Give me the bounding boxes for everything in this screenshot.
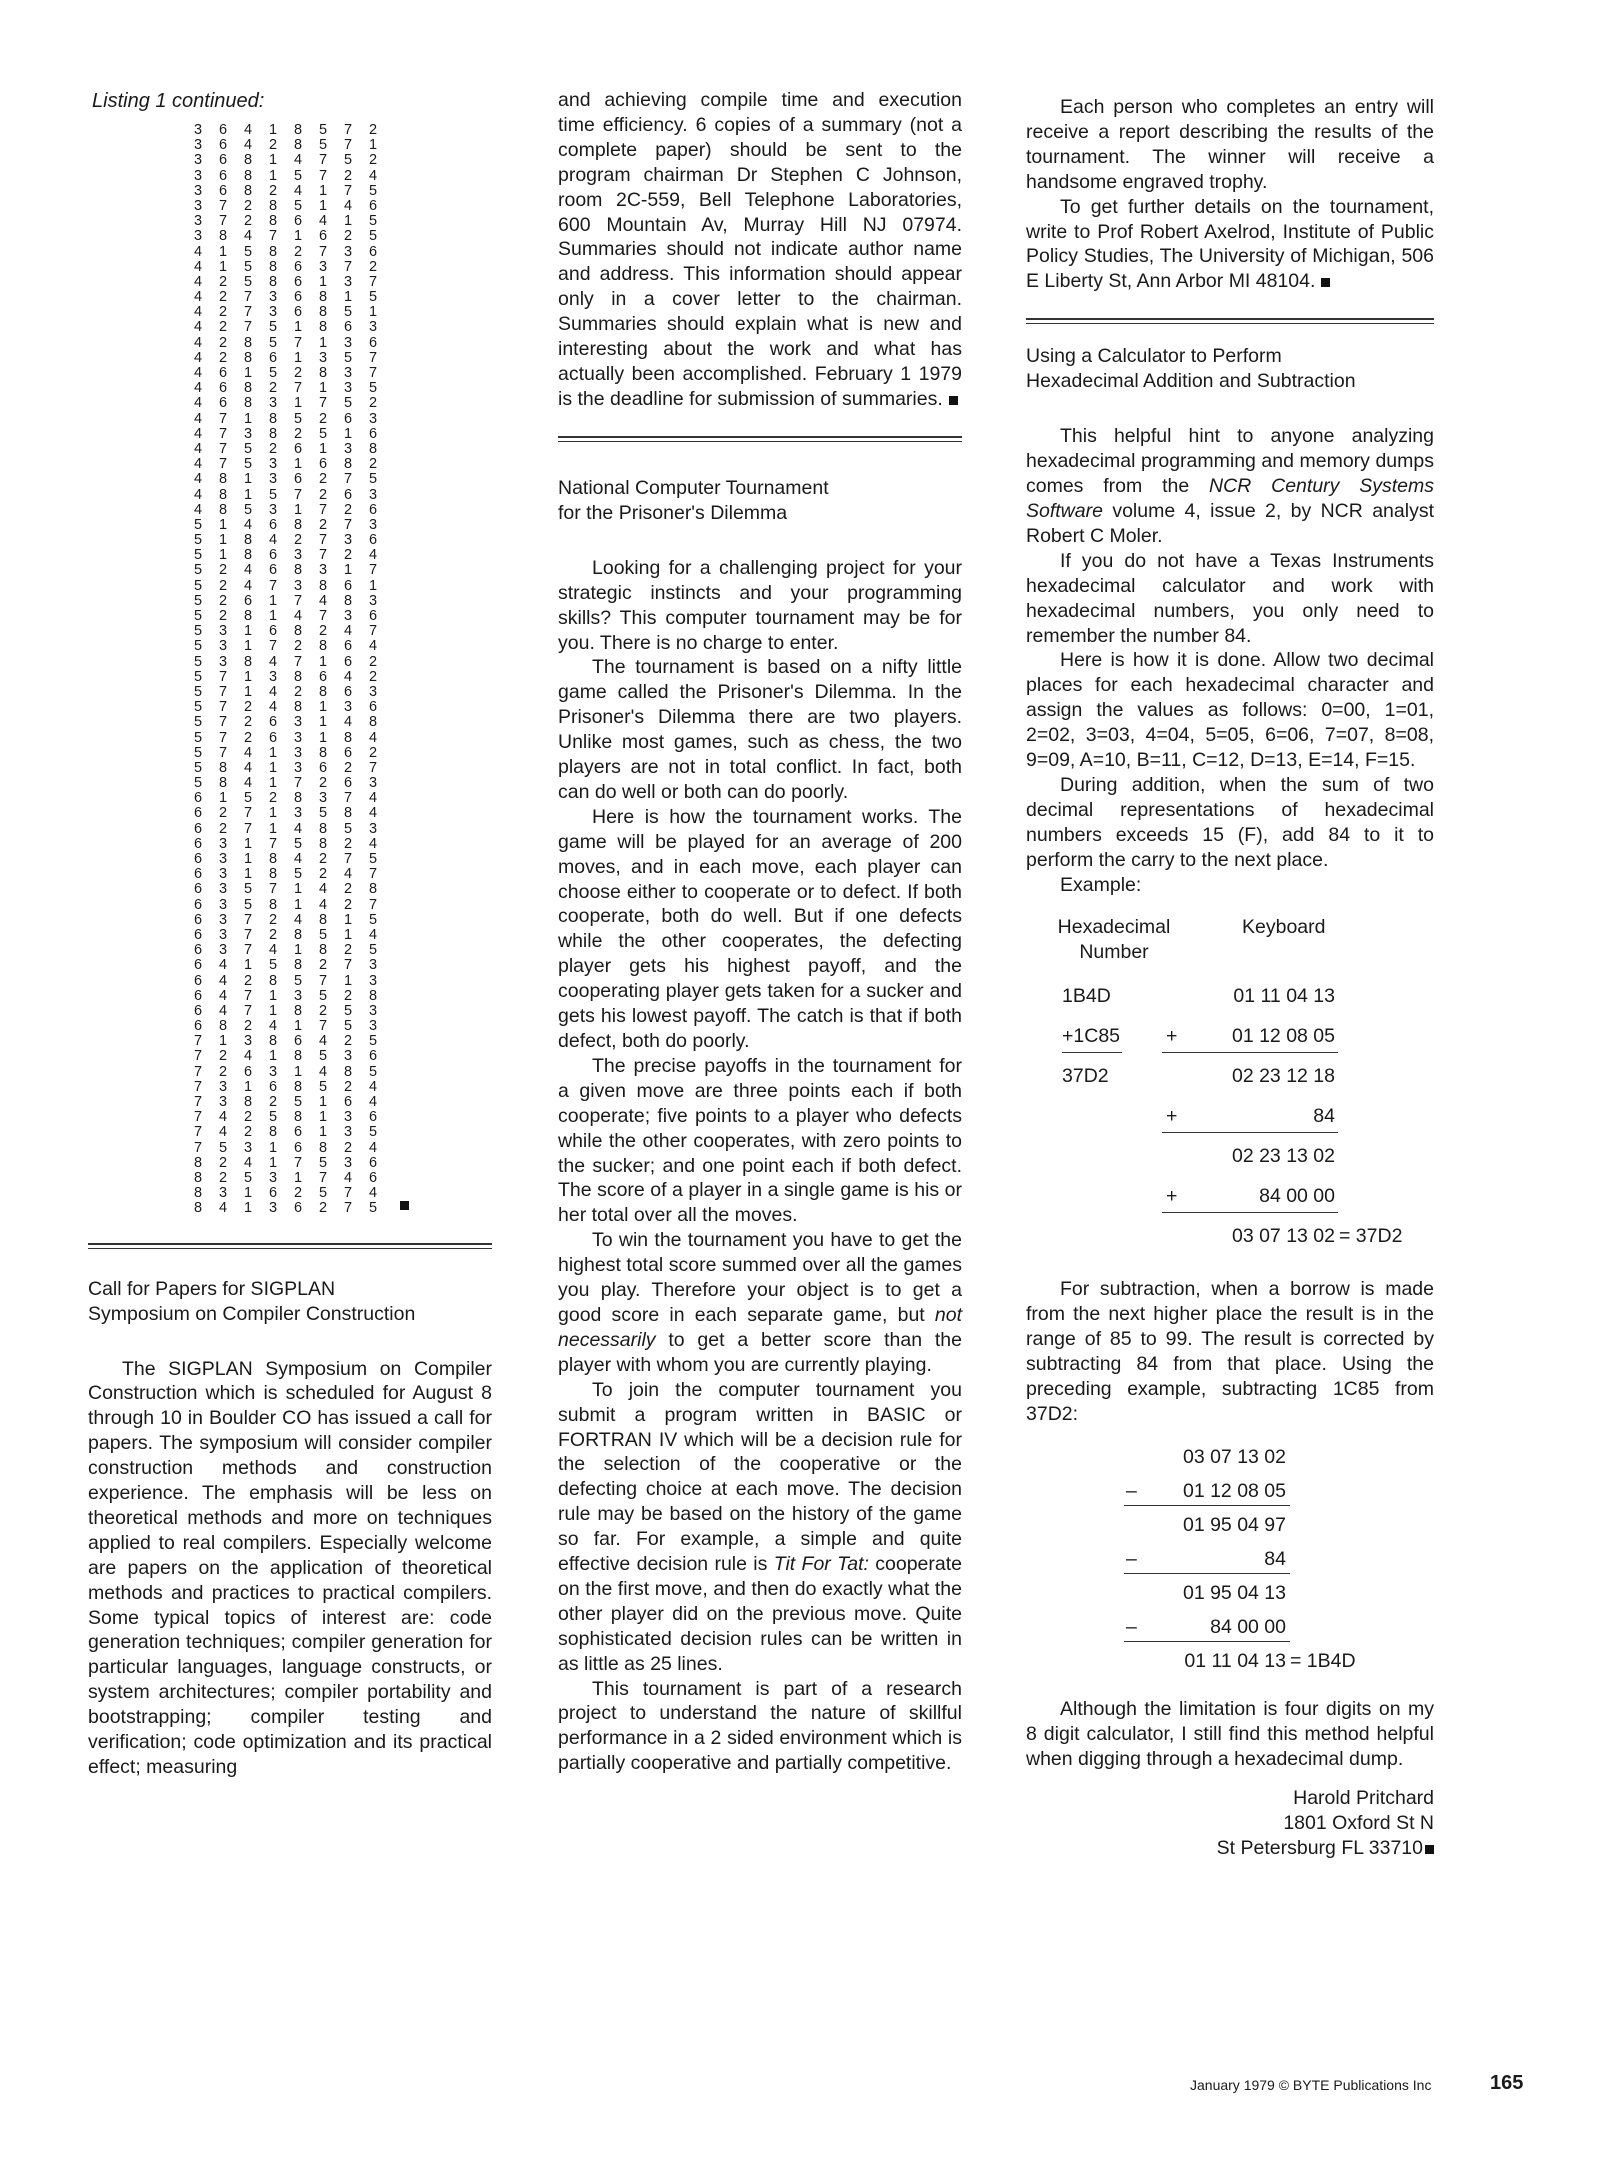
listing-row: 7 3 8 2 5 1 6 4 <box>194 1094 378 1110</box>
subtraction-row: 01 95 04 13 <box>1182 1581 1286 1604</box>
calculator-paragraph: During addition, when the sum of two decimal representations of hexadecimal numbers exceeds 15 (F), add 84 to it to perform the carry to the next place. <box>1026 773 1434 871</box>
calculator-paragraph: For subtraction, when a borrow is made from the next higher place the result is in the range of 85 to 99. The result is corrected by subtracting 84 from that place. Using the preceding example, subtracting 1C85 from 37D2: <box>1026 1278 1434 1425</box>
listing-row: 5 7 1 4 2 8 6 3 <box>194 683 378 700</box>
listing-row: 4 8 5 3 1 7 2 6 <box>194 501 378 518</box>
listing-row: 5 8 4 1 3 6 2 7 <box>194 759 378 776</box>
calculator-paragraph: Here is how it is done. Allow two decimal places for each hexadecimal character and assign the values as follows: 0=00, 1=01, 2=02, 3=03, 4=04, 5=05, 6=06, 7=07, 8=08, 9=09, A=10, B=11, C=12, D=13, E=14, F=15. <box>1026 649 1434 772</box>
listing-row: 8 2 4 1 7 5 3 6 <box>194 1154 378 1171</box>
listing-row: 5 3 1 7 2 8 6 4 <box>194 638 378 655</box>
calculator-paragraph: Although the limitation is four digits on my 8 digit calculator, I still find this method helpful when digging through a hexadecimal dump. <box>1026 1697 1434 1770</box>
listing-row: 5 3 8 4 7 1 6 2 <box>194 653 378 670</box>
calculator-paragraph: This helpful hint to anyone analyzing hexadecimal programming and memory dumps comes from the NCR Century Systems Software volume 4, issue 2, by NCR analyst Robert C Moler. <box>1026 425 1434 547</box>
listing-row: 3 6 8 2 4 1 7 5 <box>194 182 378 199</box>
column-3 <box>1026 88 1434 1861</box>
listing-row: 3 6 4 2 8 5 7 1 <box>194 137 378 154</box>
listing-row: 4 7 5 3 1 6 8 2 <box>194 456 378 473</box>
listing-row: 4 7 3 8 2 5 1 6 <box>194 425 378 442</box>
listing-row: 7 4 2 8 6 1 3 5 <box>194 1124 378 1141</box>
listing-row: 5 8 4 1 7 2 6 3 <box>194 775 378 792</box>
addition-row: 1B4D 01 11 04 13 <box>1062 985 1335 1008</box>
end-mark-icon <box>1321 278 1330 287</box>
tournament-paragraph: The tournament is based on a nifty little game called the Prisoner's Dilemma. In the Prisoner's Dilemma there are two players. Unlike most games, such as chess, the two players are not in total conflict. In fact, both can do well or both can do poorly. <box>558 656 962 803</box>
listing-row: 6 3 1 8 4 2 7 5 <box>194 851 378 867</box>
listing-row: 7 2 6 3 1 4 8 5 <box>194 1063 378 1080</box>
footer-credit: January 1979 © BYTE Publications Inc <box>1190 2077 1432 2093</box>
tournament-paragraph: To get further details on the tournament, write to Prof Robert Axelrod, Institute of Public Policy Studies, The University of Michigan, 506 E Liberty St, Ann Arbor MI 48104. <box>1026 195 1434 293</box>
column-2 <box>558 88 962 1776</box>
listing-row: 7 5 3 1 6 8 2 4 <box>194 1139 378 1156</box>
listing-row: 3 7 2 8 6 4 1 5 <box>194 213 378 230</box>
listing-row: 5 1 8 4 2 7 3 6 <box>194 532 378 549</box>
listing-row: 5 1 4 6 8 2 7 3 <box>194 516 378 533</box>
listing-row: 6 4 1 5 8 2 7 3 <box>194 957 378 974</box>
listing-row: 4 6 8 3 1 7 5 2 <box>194 395 378 412</box>
section-divider <box>88 1243 492 1249</box>
listing-row: 6 3 1 8 5 2 4 7 <box>194 866 378 883</box>
calculator-paragraph: If you do not have a Texas Instruments hexadecimal calculator and work with hexadecimal numbers, you only need to remember the number 84. <box>1026 549 1434 647</box>
addition-row: +1C85 + 01 12 08 05 <box>1026 1017 1434 1057</box>
example-table-header <box>1026 915 1434 965</box>
listing-row: 6 3 5 8 1 4 2 7 <box>194 896 378 913</box>
addition-row: 03 07 13 02 = 37D2 <box>1231 1225 1403 1248</box>
listing-row: 7 1 3 8 6 4 2 5 <box>194 1033 378 1050</box>
tournament-paragraph: Here is how the tournament works. The game will be played for an average of 200 moves, and in each move, each player can choose either to cooperate or to defect. If both cooperate, both do well. But if one defects while the other cooperates, the defecting player gets his highest payoff, and the cooperating player gets taken for a sucker and gets his lowest payoff. The catch is that if both defect, both do poorly. <box>558 805 962 1052</box>
section-divider <box>1026 318 1434 324</box>
listing-row: 7 2 4 1 8 5 3 6 <box>194 1048 378 1065</box>
listing-row: 6 2 7 1 4 8 5 3 <box>194 820 378 837</box>
page-number: 165 <box>1490 2072 1524 2094</box>
end-mark-icon <box>400 1201 409 1210</box>
listing-row: 5 7 2 6 3 1 8 4 <box>194 729 378 746</box>
listing-row: 4 6 1 5 2 8 3 7 <box>194 365 378 381</box>
calculator-heading: Using a Calculator to Perform Hexadecimal Addition and Subtraction <box>1026 345 1356 393</box>
listing-row: 4 6 8 2 7 1 3 5 <box>194 380 378 397</box>
listing-row: 3 8 4 7 1 6 2 5 <box>194 228 378 245</box>
listing-row: 3 6 8 1 5 7 2 4 <box>194 167 378 184</box>
subtraction-row: 01 95 04 97 <box>1182 1513 1286 1536</box>
listing-row: 4 2 7 5 1 8 6 3 <box>194 319 378 336</box>
listing-row: 6 3 5 7 1 4 2 8 <box>194 881 378 898</box>
listing-row: 6 8 2 4 1 7 5 3 <box>194 1018 378 1035</box>
listing-row: 4 7 1 8 5 2 6 3 <box>194 410 378 427</box>
section-divider <box>558 436 962 442</box>
addition-row: 02 23 13 02 <box>1231 1145 1335 1168</box>
signature-block: Harold Pritchard 1801 Oxford St N St Petersburg FL 33710 <box>1216 1786 1434 1859</box>
addition-row: 37D2 02 23 12 18 <box>1062 1065 1335 1088</box>
subtraction-row: – 84 <box>1026 1543 1434 1577</box>
listing-row: 4 8 1 3 6 2 7 5 <box>194 471 378 488</box>
tournament-paragraph: The precise payoffs in the tournament for a given move are three points each if both cooperate; five points to a player who defects while the other cooperates, with zero points to the sucker; and one point each if both defect. The score of a player in a single game is his or her total over all the moves. <box>558 1054 962 1227</box>
listing-number-grid <box>194 123 492 1217</box>
listing-row: 5 2 8 1 4 7 3 6 <box>194 608 378 624</box>
listing-row: 5 2 6 1 7 4 8 3 <box>194 592 378 609</box>
listing-row: 4 2 7 3 6 8 1 5 <box>194 289 378 306</box>
listing-row: 3 6 4 1 8 5 7 2 <box>194 122 378 138</box>
tournament-paragraph: This tournament is part of a research project to understand the nature of skillful performance in a 2 sided environment which is partially cooperative and partially competitive. <box>558 1677 962 1775</box>
listing-row: 6 2 7 1 3 5 8 4 <box>194 805 378 822</box>
tournament-paragraph: To win the tournament you have to get the highest total score summed over all the games you play. Therefore your object is to get a good score in each separate game, but not necessarily to get a better score than the player with whom you are currently playing. <box>558 1229 962 1376</box>
tournament-paragraph: Looking for a challenging project for your strategic instincts and your programming skills? This computer tournament may be for you. There is no charge to enter. <box>558 556 962 654</box>
listing-row: 4 1 5 8 2 7 3 6 <box>194 243 378 260</box>
sigplan-paragraph-continued: and achieving compile time and execution time efficiency. 6 copies of a summary (not a complete paper) should be sent to the program chairman Dr Stephen C Johnson, room 2C-559, Bell Telephone Laboratories, 600 Mountain Av, Murray Hill NJ 07974. Summaries should not indicate author name and address. This information should appear only in a cover letter to the chairman. Summaries should explain what is new and interesting about the work and what has actually been accomplished. February 1 1979 is the deadline for submission of summaries. <box>558 89 962 410</box>
addition-example <box>1026 977 1434 1257</box>
listing-row: 8 4 1 3 6 2 7 5 <box>194 1201 492 1216</box>
listing-row: 6 3 7 4 1 8 2 5 <box>194 942 378 959</box>
listing-row: 5 2 4 7 3 8 6 1 <box>194 577 378 594</box>
listing-row: 5 1 8 6 3 7 2 4 <box>194 547 378 564</box>
listing-row: 4 2 8 5 7 1 3 6 <box>194 334 378 351</box>
tournament-heading: National Computer Tournament for the Prisoner's Dilemma <box>558 476 829 524</box>
listing-row: 6 3 7 2 4 8 1 5 <box>194 911 378 928</box>
subtraction-row: 03 07 13 02 <box>1182 1445 1286 1468</box>
listing-row: 8 2 5 3 1 7 4 6 <box>194 1169 378 1186</box>
column-1 <box>88 88 492 1780</box>
end-mark-icon <box>949 396 958 405</box>
listing-row: 4 1 5 8 6 3 7 2 <box>194 258 378 275</box>
sigplan-heading: Call for Papers for SIGPLAN Symposium on Compiler Construction <box>88 1277 416 1325</box>
listing-row: 8 3 1 6 2 5 7 4 <box>194 1185 378 1202</box>
hex-column-header: Hexadecimal Number <box>1057 916 1171 964</box>
addition-row: + 84 <box>1026 1097 1434 1137</box>
listing-row: 6 3 7 2 8 5 1 4 <box>194 926 378 943</box>
listing-row: 6 1 5 2 8 3 7 4 <box>194 790 378 807</box>
listing-row: 3 7 2 8 5 1 4 6 <box>194 197 378 214</box>
subtraction-row: 01 11 04 13 = 1B4D <box>1184 1649 1356 1672</box>
subtraction-row: – 84 00 00 <box>1026 1611 1434 1645</box>
subtraction-example <box>1026 1441 1434 1679</box>
listing-row: 5 3 1 6 8 2 4 7 <box>194 623 378 640</box>
listing-row: 7 4 2 5 8 1 3 6 <box>194 1109 378 1126</box>
listing-row: 5 7 2 4 8 1 3 6 <box>194 699 378 716</box>
listing-title: Listing 1 continued: <box>92 90 265 112</box>
listing-row: 4 2 8 6 1 3 5 7 <box>194 349 378 366</box>
listing-row: 6 3 1 7 5 8 2 4 <box>194 835 378 852</box>
tournament-paragraph: To join the computer tournament you submit a program written in BASIC or FORTRAN IV which will be a decision rule for the selection of the cooperative or the defecting choice at each move. The decision rule may be based on the history of the game so far. For example, a simple and quite effective decision rule is Tit For Tat: cooperate on the first move, and then do exactly what the other player did on the previous move. Quite sophisticated decision rules can be written in as little as 25 lines. <box>558 1378 962 1675</box>
listing-row: 6 4 7 1 3 5 2 8 <box>194 987 378 1004</box>
listing-row: 4 8 1 5 7 2 6 3 <box>194 486 378 503</box>
example-label: Example: <box>1060 873 1142 896</box>
listing-row: 6 4 2 8 5 7 1 3 <box>194 972 378 989</box>
listing-row: 7 3 1 6 8 5 2 4 <box>194 1078 378 1095</box>
subtraction-row: – 01 12 08 05 <box>1026 1475 1434 1509</box>
listing-row: 5 2 4 6 8 3 1 7 <box>194 562 378 579</box>
listing-row: 4 2 5 8 6 1 3 7 <box>194 273 378 290</box>
keyboard-column-header: Keyboard <box>1242 916 1326 939</box>
listing-row: 3 6 8 1 4 7 5 2 <box>194 152 378 169</box>
end-mark-icon <box>1425 1845 1434 1854</box>
listing-row: 4 7 5 2 6 1 3 8 <box>194 440 378 457</box>
tournament-paragraph: Each person who completes an entry will receive a report describing the results of the tournament. The winner will receive a handsome engraved trophy. <box>1026 96 1434 193</box>
listing-row: 6 4 7 1 8 2 5 3 <box>194 1002 378 1019</box>
listing-row: 5 7 1 3 8 6 4 2 <box>194 668 378 685</box>
listing-row: 5 7 4 1 3 8 6 2 <box>194 744 378 761</box>
addition-row: + 84 00 00 <box>1026 1177 1434 1217</box>
sigplan-paragraph: The SIGPLAN Symposium on Compiler Construction which is scheduled for August 8 through 10 in Boulder CO has issued a call for papers. The symposium will consider compiler construction methods and construction experience. The emphasis will be less on theoretical methods and more on techniques applied to real compilers. Especially welcome are papers on the application of theoretical methods and practices to practical compilers. Some typical topics of interest are: code generation techniques; compiler generation for particular languages, language constructs, or system architectures; compiler portability and bootstrapping; compiler testing and verification; code optimization and its practical effect; measuring <box>88 1357 492 1778</box>
listing-row: 5 7 2 6 3 1 4 8 <box>194 714 378 731</box>
listing-row: 4 2 7 3 6 8 5 1 <box>194 304 378 321</box>
